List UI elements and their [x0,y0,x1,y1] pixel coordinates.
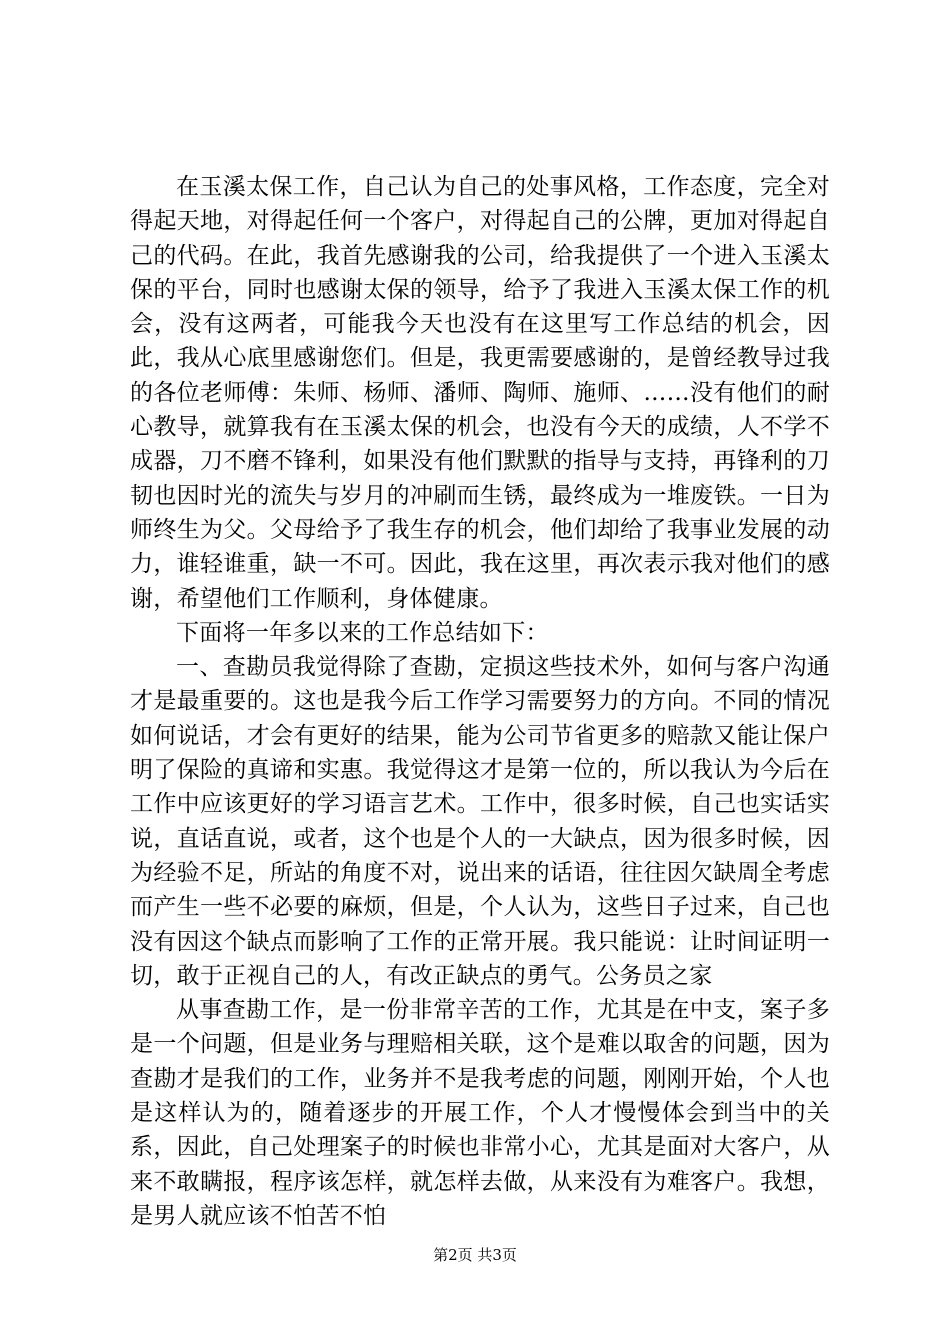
document-body [130,170,830,1233]
page-number: 第2页 共3页 [433,1246,517,1264]
paragraph-survey-work: 从事查勘工作，是一份非常辛苦的工作，尤其是在中支，案子多是一个问题，但是业务与理赔相关联，这个是难以取舍的问题，因为查勘才是我们的工作，业务并不是我考虑的问题，刚刚开始，个人也是这样认为的，随着逐步的开展工作，个人才慢慢体会到当中的关系，因此，自己处理案子的时候也非常小心，尤其是面对大客户，从来不敢瞒报，程序该怎样，就怎样去做，从来没有为难客户。我想，是男人就应该不怕苦不怕 [130,997,830,1229]
page-footer [0,1245,950,1265]
paragraph-summary-intro: 下面将一年多以来的工作总结如下： [176,619,549,646]
paragraph-section-one: 一、查勘员我觉得除了查勘，定损这些技术外，如何与客户沟通才是最重要的。这也是我今后工作学习需要努力的方向。不同的情况如何说话，才会有更好的结果，能为公司节省更多的赔款又能让保户明了保险的真谛和实惠。我觉得这才是第一位的，所以我认为今后在工作中应该更好的学习语言艺术。工作中，很多时候，自己也实话实说，直话直说，或者，这个也是个人的一大缺点，因为很多时候，因为经验不足，所站的角度不对，说出来的话语，往往因欠缺周全考虑而产生一些不必要的麻烦，但是，个人认为，这些日子过来，自己也没有因这个缺点而影响了工作的正常开展。我只能说：让时间证明一切，敢于正视自己的人，有改正缺点的勇气。公务员之家 [130,654,830,989]
paragraph-gratitude: 在玉溪太保工作，自己认为自己的处事风格，工作态度，完全对得起天地，对得起任何一个客户，对得起自己的公牌，更加对得起自己的代码。在此，我首先感谢我的公司，给我提供了一个进入玉溪太保的平台，同时也感谢太保的领导，给予了我进入玉溪太保工作的机会，没有这两者，可能我今天也没有在这里写工作总结的机会，因此，我从心底里感谢您们。但是，我更需要感谢的，是曾经教导过我的各位老师傅：朱师、杨师、潘师、陶师、施师、……没有他们的耐心教导，就算我有在玉溪太保的机会，也没有今天的成绩，人不学不成器，刀不磨不锋利，如果没有他们默默的指导与支持，再锋利的刀韧也因时光的流失与岁月的冲刷而生锈，最终成为一堆废铁。一日为师终生为父。父母给予了我生存的机会，他们却给了我事业发展的动力，谁轻谁重，缺一不可。因此，我在这里，再次表示我对他们的感谢，希望他们工作顺利，身体健康。 [130,174,830,612]
